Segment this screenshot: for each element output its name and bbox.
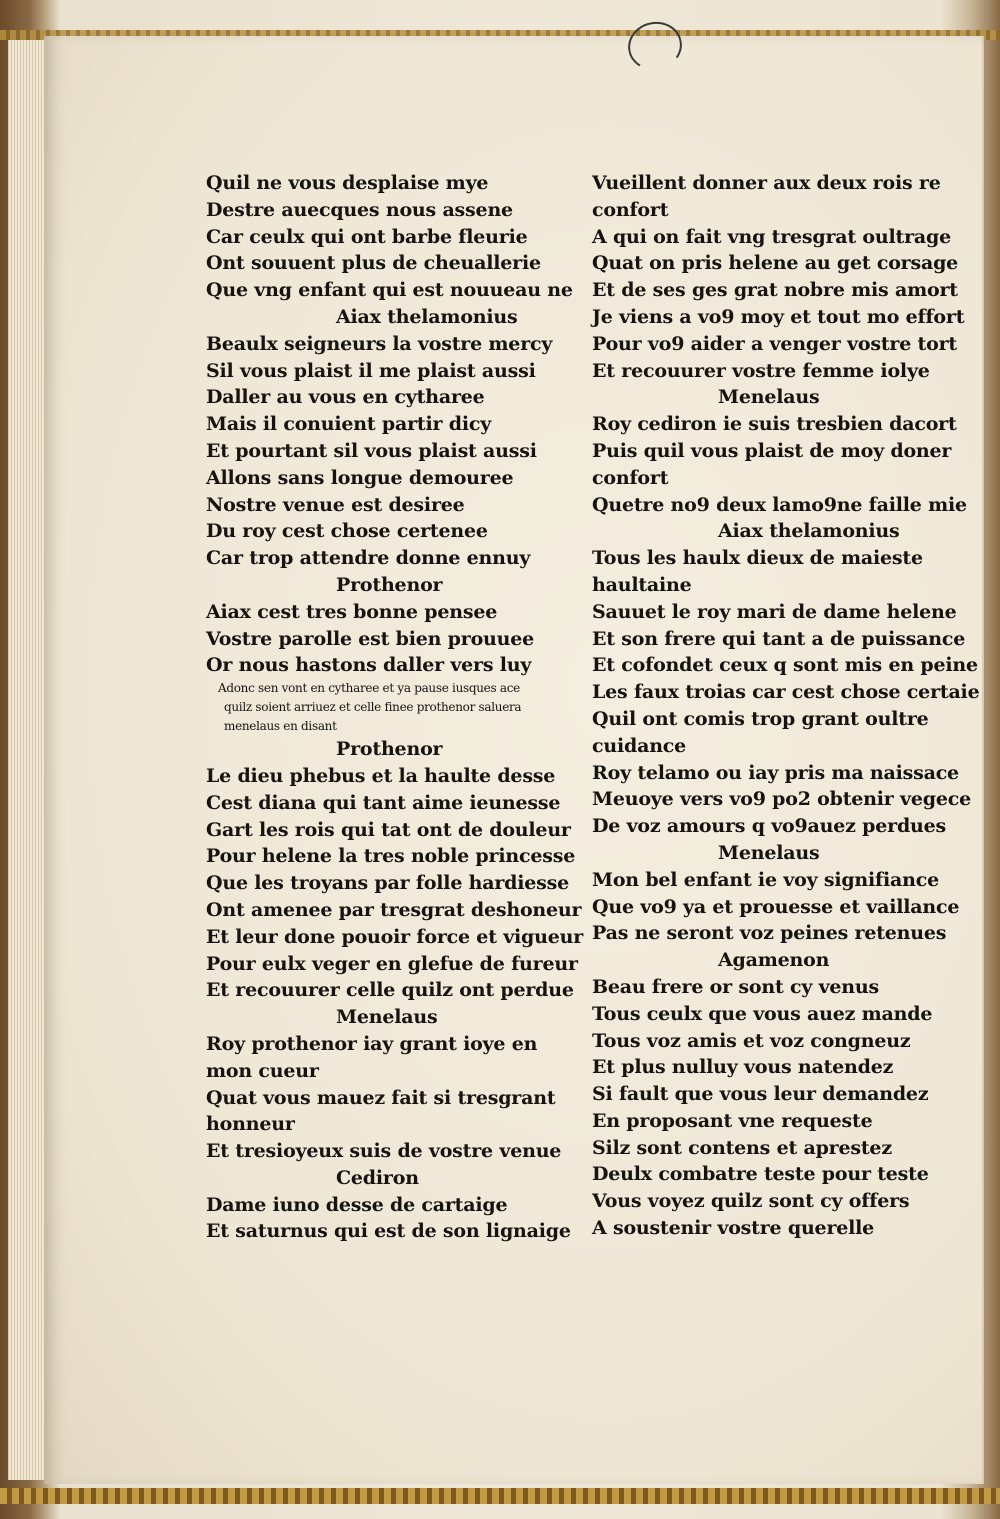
- verse-line: Ont amenee par tresgrat deshoneur: [206, 898, 582, 921]
- verse-line: Roy prothenor iay grant ioye en: [206, 1032, 538, 1055]
- verse-line: Tous ceulx que vous auez mande: [592, 1002, 933, 1025]
- verse-line: Allons sans longue demouree: [206, 466, 514, 489]
- verse-line: Pour vo9 aider a venger vostre tort: [592, 332, 957, 355]
- speaker-heading: Menelaus: [718, 386, 820, 409]
- verse-line: Quil ont comis trop grant oultre: [592, 707, 929, 730]
- verse-line: Car ceulx qui ont barbe fleurie: [206, 225, 528, 248]
- verse-line: Daller au vous en cytharee: [206, 386, 485, 409]
- verse-line: Vostre parolle est bien prouuee: [206, 627, 535, 650]
- verse-line: Silz sont contens et aprestez: [592, 1136, 892, 1159]
- verse-line: Vueillent donner aux deux rois re: [592, 172, 941, 194]
- verse-line: Quetre no9 deux lamo9ne faille mie: [592, 493, 967, 516]
- verse-line: haultaine: [592, 573, 692, 596]
- speaker-heading: Cediron: [336, 1166, 419, 1189]
- verse-line: Le dieu phebus et la haulte desse: [206, 764, 556, 787]
- verse-line: Tous voz amis et voz congneuz: [592, 1029, 911, 1052]
- verse-line: Cest diana qui tant aime ieunesse: [206, 791, 561, 814]
- verse-line: confort: [592, 198, 669, 221]
- verse-line: Et plus nulluy vous natendez: [592, 1056, 894, 1079]
- verse-line: De voz amours q vo9auez perdues: [592, 815, 947, 838]
- verse-line: Et de ses ges grat nobre mis amort: [592, 279, 958, 302]
- verse-line: Deulx combatre teste pour teste: [592, 1163, 929, 1186]
- speaker-heading: Menelaus: [718, 841, 820, 864]
- verse-line: Vous voyez quilz sont cy offers: [592, 1190, 910, 1213]
- verse-line: Et recouurer celle quilz ont perdue: [206, 979, 574, 1002]
- verse-line: Que les troyans par folle hardiesse: [206, 872, 570, 895]
- verse-line: cuidance: [592, 734, 687, 757]
- verse-line: Et tresioyeux suis de vostre venue: [206, 1140, 562, 1163]
- verse-line: Mais il conuient partir dicy: [206, 413, 492, 436]
- verse-line: Aiax cest tres bonne pensee: [206, 600, 498, 623]
- verse-line: Quat on pris helene au get corsage: [592, 252, 959, 275]
- stage-direction: Adonc sen vont en cytharee et ya pause iusques ace: [218, 681, 520, 696]
- verse-line: Que vo9 ya et prouesse et vaillance: [592, 895, 960, 918]
- verse-line: Et cofondet ceux q sont mis en peine: [592, 654, 978, 677]
- verse-line: Et son frere qui tant a de puissance: [592, 627, 966, 650]
- stage-direction: menelaus en disant: [224, 719, 337, 734]
- verse-line: Quil ne vous desplaise mye: [206, 172, 489, 194]
- verse-line: Gart les rois qui tat ont de douleur: [206, 818, 571, 841]
- verse-line: Pas ne seront voz peines retenues: [592, 922, 947, 945]
- verse-line: Tous les haulx dieux de maieste: [592, 547, 923, 570]
- verse-line: mon cueur: [206, 1059, 319, 1082]
- stage-direction: quilz soient arriuez et celle finee prothenor saluera: [224, 700, 522, 715]
- verse-line: Et recouurer vostre femme iolye: [592, 359, 930, 382]
- verse-line: Ont souuent plus de cheuallerie: [206, 252, 541, 275]
- verse-line: Du roy cest chose certenee: [206, 520, 488, 543]
- verse-line: Que vng enfant qui est nouueau ne: [206, 279, 573, 302]
- speaker-heading: Prothenor: [336, 573, 443, 596]
- speaker-heading: Aiax thelamonius: [336, 305, 518, 328]
- verse-line: Et leur done pouoir force et vigueur: [206, 925, 584, 948]
- verse-line: honneur: [206, 1113, 295, 1136]
- page-edges: [8, 40, 44, 1480]
- verse-line: Et pourtant sil vous plaist aussi: [206, 439, 537, 462]
- verse-line: Pour helene la tres noble princesse: [206, 845, 576, 868]
- verse-line: Sauuet le roy mari de dame helene: [592, 600, 957, 623]
- verse-line: Destre auecques nous assene: [206, 198, 513, 221]
- speaker-heading: Menelaus: [336, 1006, 438, 1029]
- gilt-edge-bottom: [0, 1488, 1000, 1504]
- verse-line: Pour eulx veger en glefue de fureur: [206, 952, 578, 975]
- speaker-heading: Agamenon: [718, 949, 830, 972]
- verse-line: Si fault que vous leur demandez: [592, 1083, 929, 1106]
- speaker-heading: Prothenor: [336, 738, 443, 761]
- verse-line: Quat vous mauez fait si tresgrant: [206, 1086, 556, 1109]
- verse-line: Beau frere or sont cy venus: [592, 975, 880, 998]
- verse-line: Or nous hastons daller vers luy: [206, 654, 532, 677]
- verse-line: confort: [592, 466, 669, 489]
- verse-line: Mon bel enfant ie voy signifiance: [592, 868, 940, 891]
- verse-line: Roy telamo ou iay pris ma naissace: [592, 761, 959, 784]
- verse-line: A soustenir vostre querelle: [592, 1217, 875, 1240]
- verse-line: En proposant vne requeste: [592, 1109, 873, 1132]
- verse-line: Beaulx seigneurs la vostre mercy: [206, 332, 553, 355]
- right-text-column: [592, 170, 980, 1242]
- verse-line: A qui on fait vng tresgrat oultrage: [592, 225, 951, 248]
- verse-line: Les faux troias car cest chose certaie: [592, 681, 980, 704]
- verse-line: Nostre venue est desiree: [206, 493, 465, 516]
- verse-line: Car trop attendre donne ennuy: [206, 547, 531, 570]
- verse-line: Je viens a vo9 moy et tout mo effort: [592, 305, 965, 328]
- verse-line: Dame iuno desse de cartaige: [206, 1193, 508, 1216]
- verse-line: Et saturnus qui est de son lignaige: [206, 1220, 571, 1243]
- left-text-column: [206, 170, 584, 1245]
- verse-line: Puis quil vous plaist de moy doner: [592, 439, 952, 462]
- verse-line: Roy cediron ie suis tresbien dacort: [592, 413, 957, 436]
- verse-line: Sil vous plaist il me plaist aussi: [206, 359, 536, 382]
- verse-line: Meuoye vers vo9 po2 obtenir vegece: [592, 788, 971, 811]
- speaker-heading: Aiax thelamonius: [718, 520, 900, 543]
